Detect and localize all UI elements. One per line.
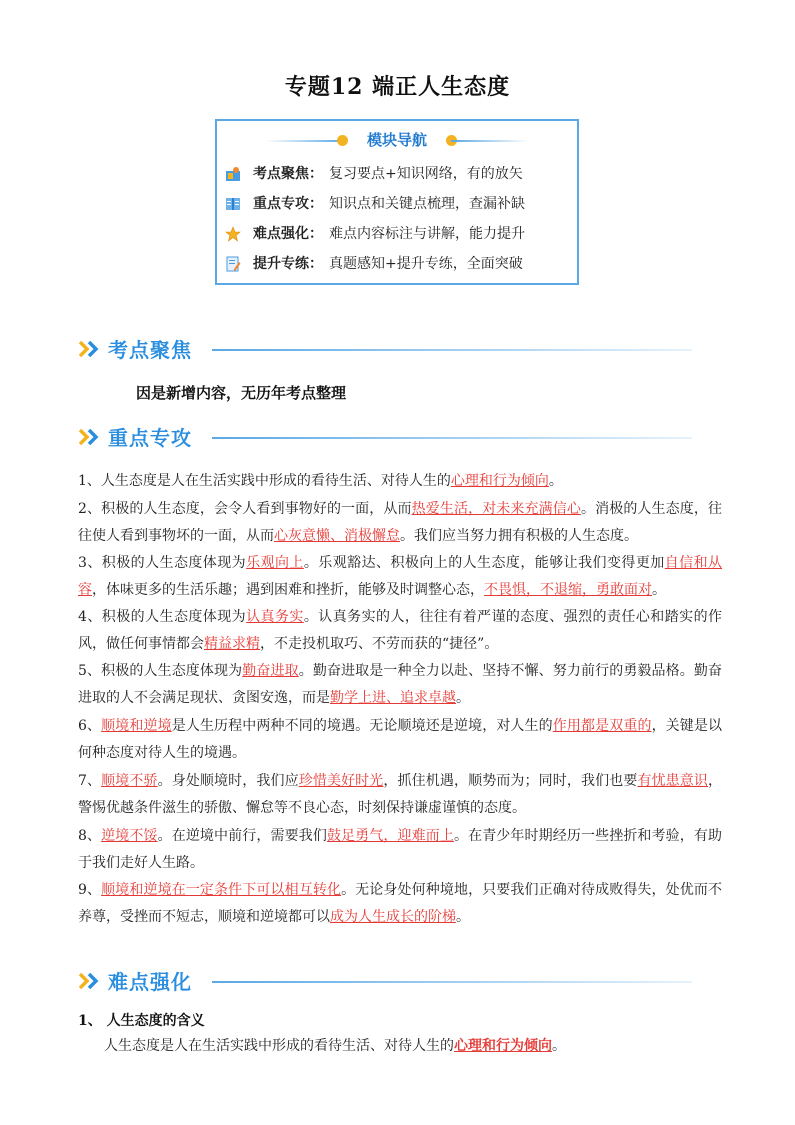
nav-item-key: 考点聚焦： <box>253 166 323 182</box>
highlight: 勤学上进、追求卓越 <box>330 690 456 706</box>
module-navigation-title: 模块导航 <box>366 131 427 149</box>
highlight: 珍惜美好时光 <box>298 773 384 789</box>
text: 。在逆境中前行，需要我们 <box>157 828 327 844</box>
highlight: 顺境和逆境 <box>101 718 172 734</box>
nav-item-key: 重点专攻： <box>253 196 323 212</box>
text: 2、积极的人生态度，会令人看到事物好的一面，从而 <box>78 501 412 517</box>
text: 3、积极的人生态度体现为 <box>78 555 247 571</box>
focus-note: 因是新增内容，无历年考点整理 <box>136 384 347 402</box>
point-paragraph <box>78 496 722 550</box>
highlight: 不畏惧，不退缩，勇敢面对 <box>484 582 652 598</box>
highlight: 勤奋进取 <box>242 663 299 679</box>
section-rule <box>212 349 692 351</box>
highlight: 热爱生活，对未来充满信心 <box>411 501 581 517</box>
nav-item-desc: 难点内容标注与讲解，能力提升 <box>329 226 525 242</box>
text: 。消极的人生态度，往往使人看到事物坏的一面，从而 <box>78 501 723 544</box>
text: 人生态度是人在生活实践中形成的看待生活、对待人生的 <box>104 1038 454 1054</box>
text: 。 <box>652 582 666 598</box>
section-title: 考点聚焦 <box>108 338 192 362</box>
section-title: 重点专攻 <box>108 426 192 450</box>
highlight: 精益求精 <box>204 636 260 652</box>
text: 7、 <box>78 773 102 789</box>
highlight: 心理和行为倾向 <box>454 1038 552 1054</box>
highlight: 顺境不骄 <box>101 773 158 789</box>
text: 9、 <box>78 882 102 898</box>
text: 1、人生态度是人在生活实践中形成的看待生活、对待人生的 <box>78 473 451 489</box>
text: 。认真务实的人，往往有着严谨的态度、强烈的责任心和踏实的作风，做任何事情都会 <box>78 609 722 652</box>
nav-item-key: 难点强化： <box>253 226 323 242</box>
text: ，警惕优越条件滋生的骄傲、懈怠等不良心态，时刻保持谦虚谨慎的态度。 <box>78 773 723 816</box>
highlight: 鼓足勇气，迎难而上 <box>326 828 454 844</box>
highlight: 心理和行为倾向 <box>450 473 549 489</box>
text: ，体味更多的生活乐趣；遇到困难和挫折，能够及时调整心态， <box>92 582 484 598</box>
double-chevron-icon <box>78 972 104 990</box>
point-paragraph <box>78 550 722 604</box>
text: 。 <box>552 1038 566 1054</box>
point-paragraph <box>78 468 722 495</box>
highlight: 心灰意懒、消极懈怠 <box>274 528 400 544</box>
highlight: 成为人生成长的阶梯 <box>330 909 456 925</box>
text: 8、 <box>78 828 102 844</box>
map-reader-icon <box>225 166 241 182</box>
text: 。乐观豁达、积极向上的人生态度，能够让我们变得更加 <box>303 555 665 571</box>
text: 。勤奋进取是一种全力以赴、坚持不懈、努力前行的勇毅品格。勤奋进取的人不会满足现状、贪图安逸，而是 <box>78 663 722 706</box>
section-rule <box>212 437 692 439</box>
text: 4、积极的人生态度体现为 <box>78 609 247 625</box>
section-title: 难点强化 <box>108 970 192 994</box>
section-focus-header <box>78 332 698 366</box>
highlight: 自信和从容 <box>78 555 723 598</box>
point-paragraph <box>78 877 722 931</box>
point-paragraph <box>78 768 722 822</box>
highlight: 作用都是双重的 <box>552 718 652 734</box>
highlight: 顺境和逆境在一定条件下可以相互转化 <box>101 882 342 898</box>
hard-definition <box>104 1034 566 1058</box>
text: 。在青少年时期经历一些挫折和考验，有助于我们走好人生路。 <box>78 828 722 871</box>
point-paragraph <box>78 713 722 767</box>
text: ，不走投机取巧、不劳而获的“捷径”。 <box>260 636 499 652</box>
text: 。 <box>456 909 470 925</box>
module-navigation-box <box>215 119 579 285</box>
section-rule <box>212 981 692 983</box>
module-navigation-header <box>217 129 577 151</box>
page-title: 专题12 端正人生态度 <box>284 74 511 100</box>
point-paragraph <box>78 658 722 712</box>
section-hard-header <box>78 964 698 998</box>
text: 。 <box>548 473 563 489</box>
edit-paper-icon <box>225 256 241 272</box>
point-paragraph <box>78 604 722 658</box>
star-icon <box>225 226 241 242</box>
double-chevron-icon <box>78 428 104 446</box>
text: 。身处顺境时，我们应 <box>157 773 299 789</box>
nav-item-desc: 知识点和关键点梳理，查漏补缺 <box>329 196 525 212</box>
highlight: 有忧患意识 <box>637 773 709 789</box>
text: 6、 <box>78 718 102 734</box>
text: 。我们应当努力拥有积极的人生态度。 <box>400 528 638 544</box>
text: 。 <box>456 690 470 706</box>
text: 。无论身处何种境地，只要我们正确对待成败得失，处优而不养尊，受挫而不短志，顺境和逆境都可以 <box>78 882 722 925</box>
highlight: 乐观向上 <box>246 555 304 571</box>
text: 5、积极的人生态度体现为 <box>78 663 243 679</box>
point-paragraph <box>78 823 722 877</box>
nav-item-key: 提升专练： <box>253 256 323 272</box>
nav-item-desc: 复习要点+知识网络，有的放矢 <box>329 166 523 182</box>
text: ，抓住机遇，顺势而为；同时，我们也要 <box>383 773 638 789</box>
highlight: 认真务实 <box>246 609 304 625</box>
hard-subtitle: 1、 人生态度的含义 <box>78 1013 205 1029</box>
highlight: 逆境不馁 <box>101 828 158 844</box>
double-chevron-icon <box>78 340 104 358</box>
section-key-header <box>78 420 698 454</box>
book-icon <box>225 196 241 212</box>
nav-item-desc: 真题感知+提升专练，全面突破 <box>329 256 523 272</box>
text: ，关键是以何种态度对待人生的境遇。 <box>78 718 723 761</box>
text: 是人生历程中两种不同的境遇。无论顺境还是逆境，对人生的 <box>171 718 553 734</box>
header-right-rule <box>451 140 529 142</box>
